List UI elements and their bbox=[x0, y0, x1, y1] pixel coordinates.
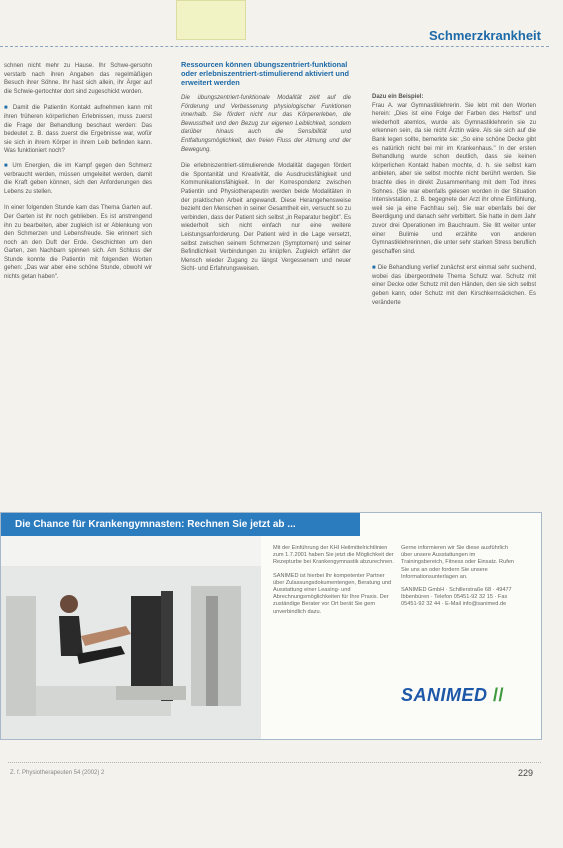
example-heading: Dazu ein Beispiel: bbox=[372, 94, 424, 100]
header-rule bbox=[0, 46, 549, 47]
paragraph: Die erlebniszentriert-stimulierende Modalität dagegen fördert die Spontanität und Kreativität, die Ausdrucksfähigkeit und Kommunikationsfähigkeit. In der Korrespondenz zwischen Patientin und Physiotherapeutin werden beide Modalitäten in der praktischen Arbeit angewandt. Diese Herangehensweise bezieht den Menschen in seiner Gesamtheit ein, versucht so zu verbinden, dass der Patient sich selbst „in Reparatur begibt". Es wiederholt sich nicht einfach nur eine weitere Leistungsanforderung. Der Patient wird in die Lage versetzt, selbst zwischen seinem Schmerzen (Symptomen) und seiner Befindlichkeit Verbindungen zu knüpfen. Zugleich erfährt der Mensch wieder Zugang zu längst Vergessenem und neuer Sicht- und Erfahrungsweisen. bbox=[181, 163, 351, 273]
logo-text: SANIMED bbox=[401, 685, 488, 705]
paragraph: Die übungszentriert-funktionale Modalität zielt auf die Förderung und Verbesserung physiologischer Funktionen innerhalb. Sie fördert nicht nur das Körpererleben, die Bewusstheit und den Bezug zur eigenen Leiblichkeit, sondern darüber hinaus auch die Sensibilität und Entfaltungsmöglichkeit, den freien Fluss der Atmung und der Bewegung. bbox=[181, 95, 351, 153]
column-middle bbox=[181, 94, 351, 282]
bullet-item: ■ Damit die Patientin Kontakt aufnehmen kann mit ihren früheren körperlichen Erlebnissen, muss zuerst die Frage der Behandlung beschaut werden: Das bedeutet z. B. dass zuerst die Ergebnisse war, wofür sie sich in ihrem Körper in ihrem Leib befinden kann. Was funktioniert noch? bbox=[4, 104, 152, 156]
sticky-note bbox=[176, 0, 246, 40]
ad-paragraph: Mit der Einführung der KHI Heilmittelrichtlinien zum 1.7.2001 haben Sie jetzt die Möglichkeit der Rezepturbe bei Krankengymnastik abzurechnen. bbox=[273, 545, 394, 566]
ad-photo bbox=[1, 536, 261, 739]
footer-rule bbox=[8, 762, 541, 763]
ad-address: SANIMED GmbH · Schillerstraße 68 · 49477 Ibbenbüren · Telefon 05451-92 32 15 · Fax 05451-92 32 44 · E-Mail info@sanimed.de bbox=[401, 587, 512, 608]
journal-reference: Z. f. Physiotherapeuten 54 (2002) 2 bbox=[10, 770, 105, 776]
paragraph: In einer folgenden Stunde kam das Thema Garten auf. Der Garten ist ihr noch geblieben. Es ist anstrengend ihn zu bearbeiten, aber zugleich ist er Ablenkung von den Schmerzen und Lebensfreude. Sie erinnert sich noch an den Duft der Erde. Geschichten um den Garten, zen Nachbarn spinnen sich. Am Schluss der Stunde konnte die Patientin mit folgenden Worten gehen: „Das war aber eine schöne Stunde, obwohl wir nichts getan haben". bbox=[4, 205, 152, 281]
column-right bbox=[372, 93, 536, 315]
page-number: 229 bbox=[517, 768, 533, 778]
leg-press-photo bbox=[1, 536, 261, 739]
paragraph: schnen nicht mehr zu Hause. Ihr Schwe-gersohn verstarb nach ihren Angaben das regelmäßigen Besuch ihrer Söhne. Ihr hast sich allein, ihr Ärger auf die Schwie-gertochter dort sind zugeschickt worden. bbox=[4, 63, 152, 95]
ad-text-left bbox=[273, 545, 395, 622]
bullet-item: ■ Die Behandlung verlief zunächst erst einmal sehr suchend, wobei das übergeordnete Thema Schutz war. Schutz mit einer Decke oder Schutz mit den Händen, den sie sich selbst geben kann, oder Schutz mit den Kirschkernsäckchen. Es veränderte bbox=[372, 264, 536, 307]
ad-paragraph: Gerne informieren wir Sie diese ausführlich über unsere Ausstattungen im Trainingsbereich, Fitness oder Einsatz. Rufen Sie uns an oder fordern Sie unsere Informationsunterlagen an. bbox=[401, 545, 514, 580]
sanimed-logo bbox=[401, 685, 504, 706]
advertisement bbox=[0, 512, 542, 740]
column-left bbox=[4, 62, 152, 290]
paragraph: Frau A. war Gymnastiklehrerin. Sie lebt mit den Worten herein: „Dies ist eine Folge der Farben des Herbst" und wiederholt atemlos, wurde als Gymnastiklehrerin sie zu erkennen sein, da sie nicht Ärztin wäre. Als sie sich auf die Bank legen sollte, bemerkte sie: „So eine schöne Decke gibt es natürlich nicht bei mir im Krankenhaus." In der ersten Behandlung wurde schon deutlich, dass sie keinen körperlichen Kontakt haben mochte, d. h. sie selbst kam anbieten, aber sie selbst mochte nicht berührt werden. Sie brachte dies in direkt Zusammenhang mit dem Tod ihres Sohnes. (Sie war ebenfalls gelesen worden in der Situation Intensivstation, z. B. begegnete der Arzt ihr ohne Einfühlung, weil sie ja eine Fachfrau sei). Sie war ebenfalls bei der Beerdigung und danach sehr verbittert. Sie hatte in dem Jahr zuvor drei Operationen im Bauchraum. Sie litt weiter unter einer Bulimie und erzählte von anderen Gymnastiklehrerinnen, die unter sehr starken Stress beruflich geschaffen sind. bbox=[372, 102, 536, 255]
section-title: Schmerzkrankheit bbox=[429, 28, 541, 43]
bullet-item: ■ Um Energien, die im Kampf gegen den Schmerz verbraucht werden, müssen umgeleitet werden, damit die Kraft geben können, sich den Anforderungen des Lebens zu stellen. bbox=[4, 162, 152, 196]
logo-mark-icon: // bbox=[493, 685, 505, 705]
subheading: Ressourcen können übungszentriert-funktional oder erlebniszentriert-stimulierend aktiviert und erweitert werden bbox=[181, 60, 349, 87]
ad-banner: Die Chance für Krankengymnasten: Rechnen Sie jetzt ab ... bbox=[1, 513, 360, 536]
bullet-list bbox=[372, 264, 536, 307]
bullet-list bbox=[4, 104, 152, 196]
ad-text-right bbox=[401, 545, 519, 615]
ad-paragraph: SANIMED ist hierbei Ihr kompetenter Partner über Zulassungsdokumentengen, Beratung und Ausstattung einer Leasing- und Abrechnungsmöglichkeiten für Ihre Praxis. Der zuständige Berater vor Ort berät Sie gern unverbindlich dazu. bbox=[273, 572, 392, 615]
